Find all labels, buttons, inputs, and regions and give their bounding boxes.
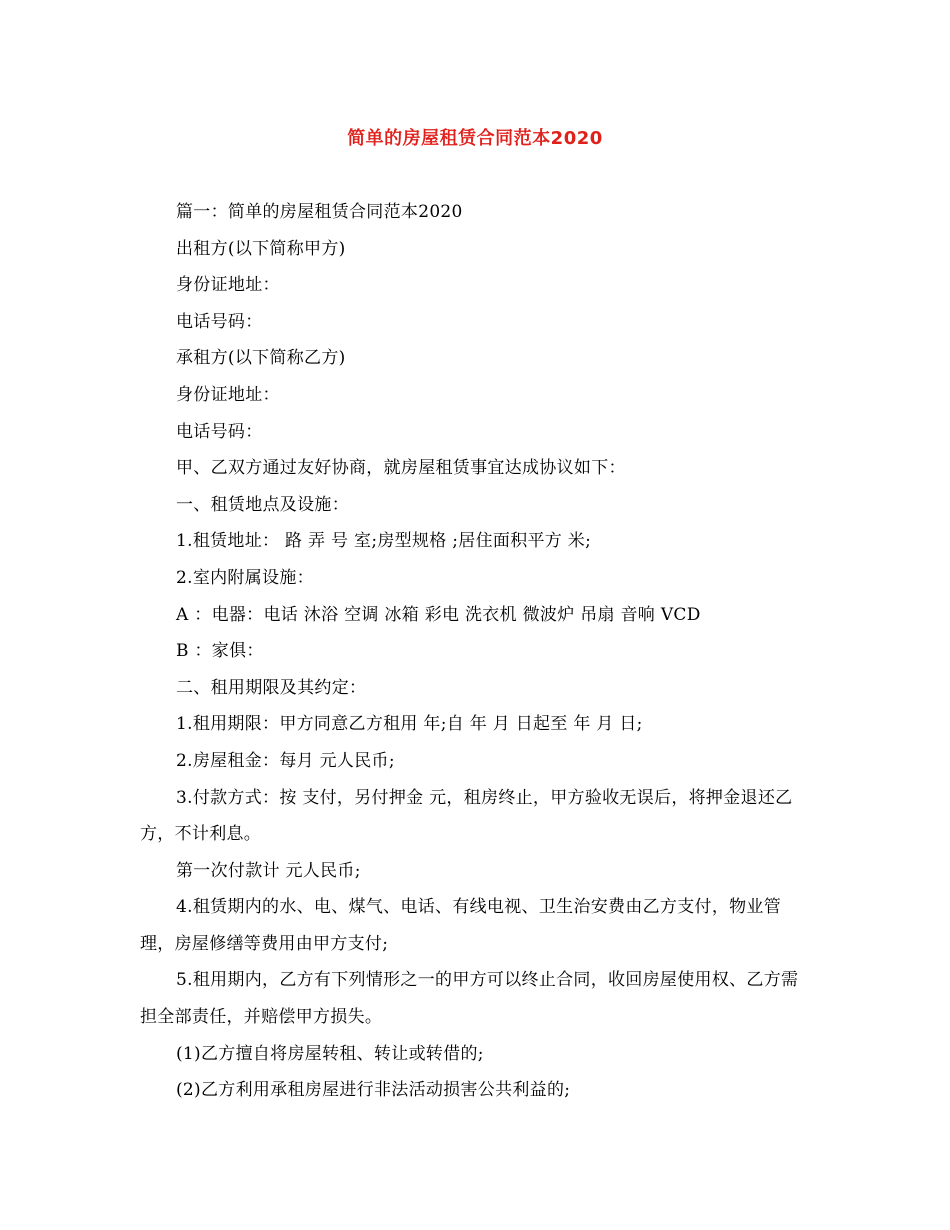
payment-method: 3.付款方式：按 支付，另付押金 元，租房终止，甲方验收无误后，将押金退还乙方，不计利息。	[140, 787, 793, 845]
section-term: 二、租用期限及其约定：	[176, 677, 367, 698]
termination-clause: 5.租用期内，乙方有下列情形之一的甲方可以终止合同，收回房屋使用权、乙方需担全部责任，并赔偿甲方损失。	[140, 970, 799, 1028]
first-payment: 第一次付款计 元人民币;	[176, 860, 361, 881]
lessee-id-address: 身份证地址：	[176, 384, 280, 405]
termination-item-2: (2)乙方利用承租房屋进行非法活动损害公共利益的;	[176, 1080, 571, 1101]
furniture-list: B ：家俱：	[176, 641, 264, 662]
monthly-rent: 2.房屋租金：每月 元人民币;	[176, 750, 395, 771]
termination-item-1: (1)乙方擅自将房屋转租、转让或转借的;	[176, 1043, 484, 1064]
document-body	[140, 194, 810, 1109]
fees-clause: 4.租赁期内的水、电、煤气、电话、有线电视、卫生治安费由乙方支付，物业管理，房屋修缮等费用由甲方支付;	[140, 897, 782, 954]
lessee-label: 承租方(以下简称乙方)	[176, 348, 346, 369]
lessor-phone: 电话号码：	[176, 311, 263, 332]
lessor-label: 出租方(以下简称甲方)	[176, 238, 346, 259]
appliances-list: A ：电器：电话 沐浴 空调 冰箱 彩电 洗衣机 微波炉 吊扇 音响 VCD	[176, 604, 701, 625]
section-location: 一、租赁地点及设施：	[176, 494, 349, 515]
agreement-intro: 甲、乙双方通过友好协商，就房屋租赁事宜达成协议如下：	[176, 458, 626, 479]
lessor-id-address: 身份证地址：	[176, 275, 280, 296]
rental-address: 1.租赁地址： 路 弄 号 室;房型规格 ;居住面积平方 米;	[176, 531, 592, 552]
section-heading: 篇一：简单的房屋租赁合同范本2020	[176, 202, 463, 222]
facilities-heading: 2.室内附属设施：	[176, 567, 314, 588]
document-title: 简单的房屋租赁合同范本2020	[347, 128, 603, 149]
lessee-phone: 电话号码：	[176, 421, 263, 442]
rental-term: 1.租用期限：甲方同意乙方租用 年;自 年 月 日起至 年 月 日;	[176, 714, 643, 735]
